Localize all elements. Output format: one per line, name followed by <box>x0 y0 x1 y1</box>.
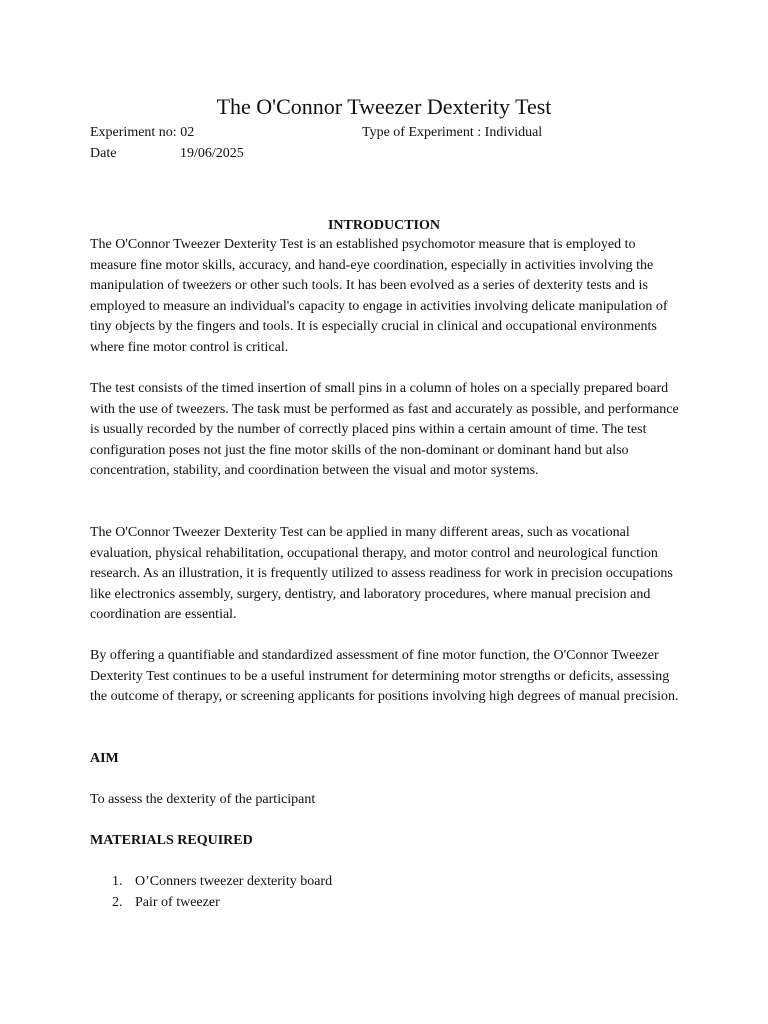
materials-list-item <box>90 872 332 893</box>
date-label: Date <box>90 146 117 161</box>
introduction-paragraph-2: The test consists of the timed insertion of small pins in a column of holes on a specially prepared board with the use of tweezers. The task must be performed as fast and accurately as possible, and performance is usually recorded by the number of correctly placed pins within a certain amount of time. The test configuration poses not just the fine motor skills of the non-dominant or dominant hand but also concentration, stability, and coordination between the visual and motor systems. <box>90 381 679 479</box>
list-item-text: O’Conners tweezer dexterity board <box>135 874 333 889</box>
aim-heading: AIM <box>90 751 119 766</box>
list-item-number: 2. <box>112 894 123 910</box>
aim-text: To assess the dexterity of the participant <box>90 792 316 807</box>
materials-heading: MATERIALS REQUIRED <box>90 833 253 848</box>
introduction-paragraph-3: The O'Connor Tweezer Dexterity Test can be applied in many different areas, such as vocational evaluation, physical rehabilitation, occupational therapy, and motor control and neurological function research. As an illustration, it is frequently utilized to assess readiness for work in precision occupations like electronics assembly, surgery, dentistry, and laboratory procedures, where manual precision and coordination are essential. <box>90 525 673 623</box>
materials-list <box>90 872 332 913</box>
introduction-heading: INTRODUCTION <box>327 218 440 233</box>
materials-list-item <box>90 893 332 914</box>
experiment-type: Type of Experiment : Individual <box>362 125 543 140</box>
introduction-paragraph-4: By offering a quantifiable and standardized assessment of fine motor function, the O'Connor Tweezer Dexterity Test continues to be a useful instrument for determining motor strengths or deficits, assessing the outcome of therapy, or screening applicants for positions involving high degrees of manual precision. <box>90 648 679 705</box>
date-value: 19/06/2025 <box>180 146 244 161</box>
document-title: The O'Connor Tweezer Dexterity Test <box>216 94 552 119</box>
experiment-number: Experiment no: 02 <box>90 125 195 140</box>
list-item-text: Pair of tweezer <box>135 894 220 910</box>
list-item-number: 1. <box>112 874 123 889</box>
introduction-paragraph-1: The O'Connor Tweezer Dexterity Test is an established psychomotor measure that is employed to measure fine motor skills, accuracy, and hand-eye coordination, especially in activities involving the manipulation of tweezers or other such tools. It has been evolved as a series of dexterity tests and is employed to measure an individual's capacity to engage in activities involving delicate manipulation of tiny objects by the fingers and tools. It is especially crucial in clinical and occupational environments where fine motor control is critical. <box>90 237 668 355</box>
